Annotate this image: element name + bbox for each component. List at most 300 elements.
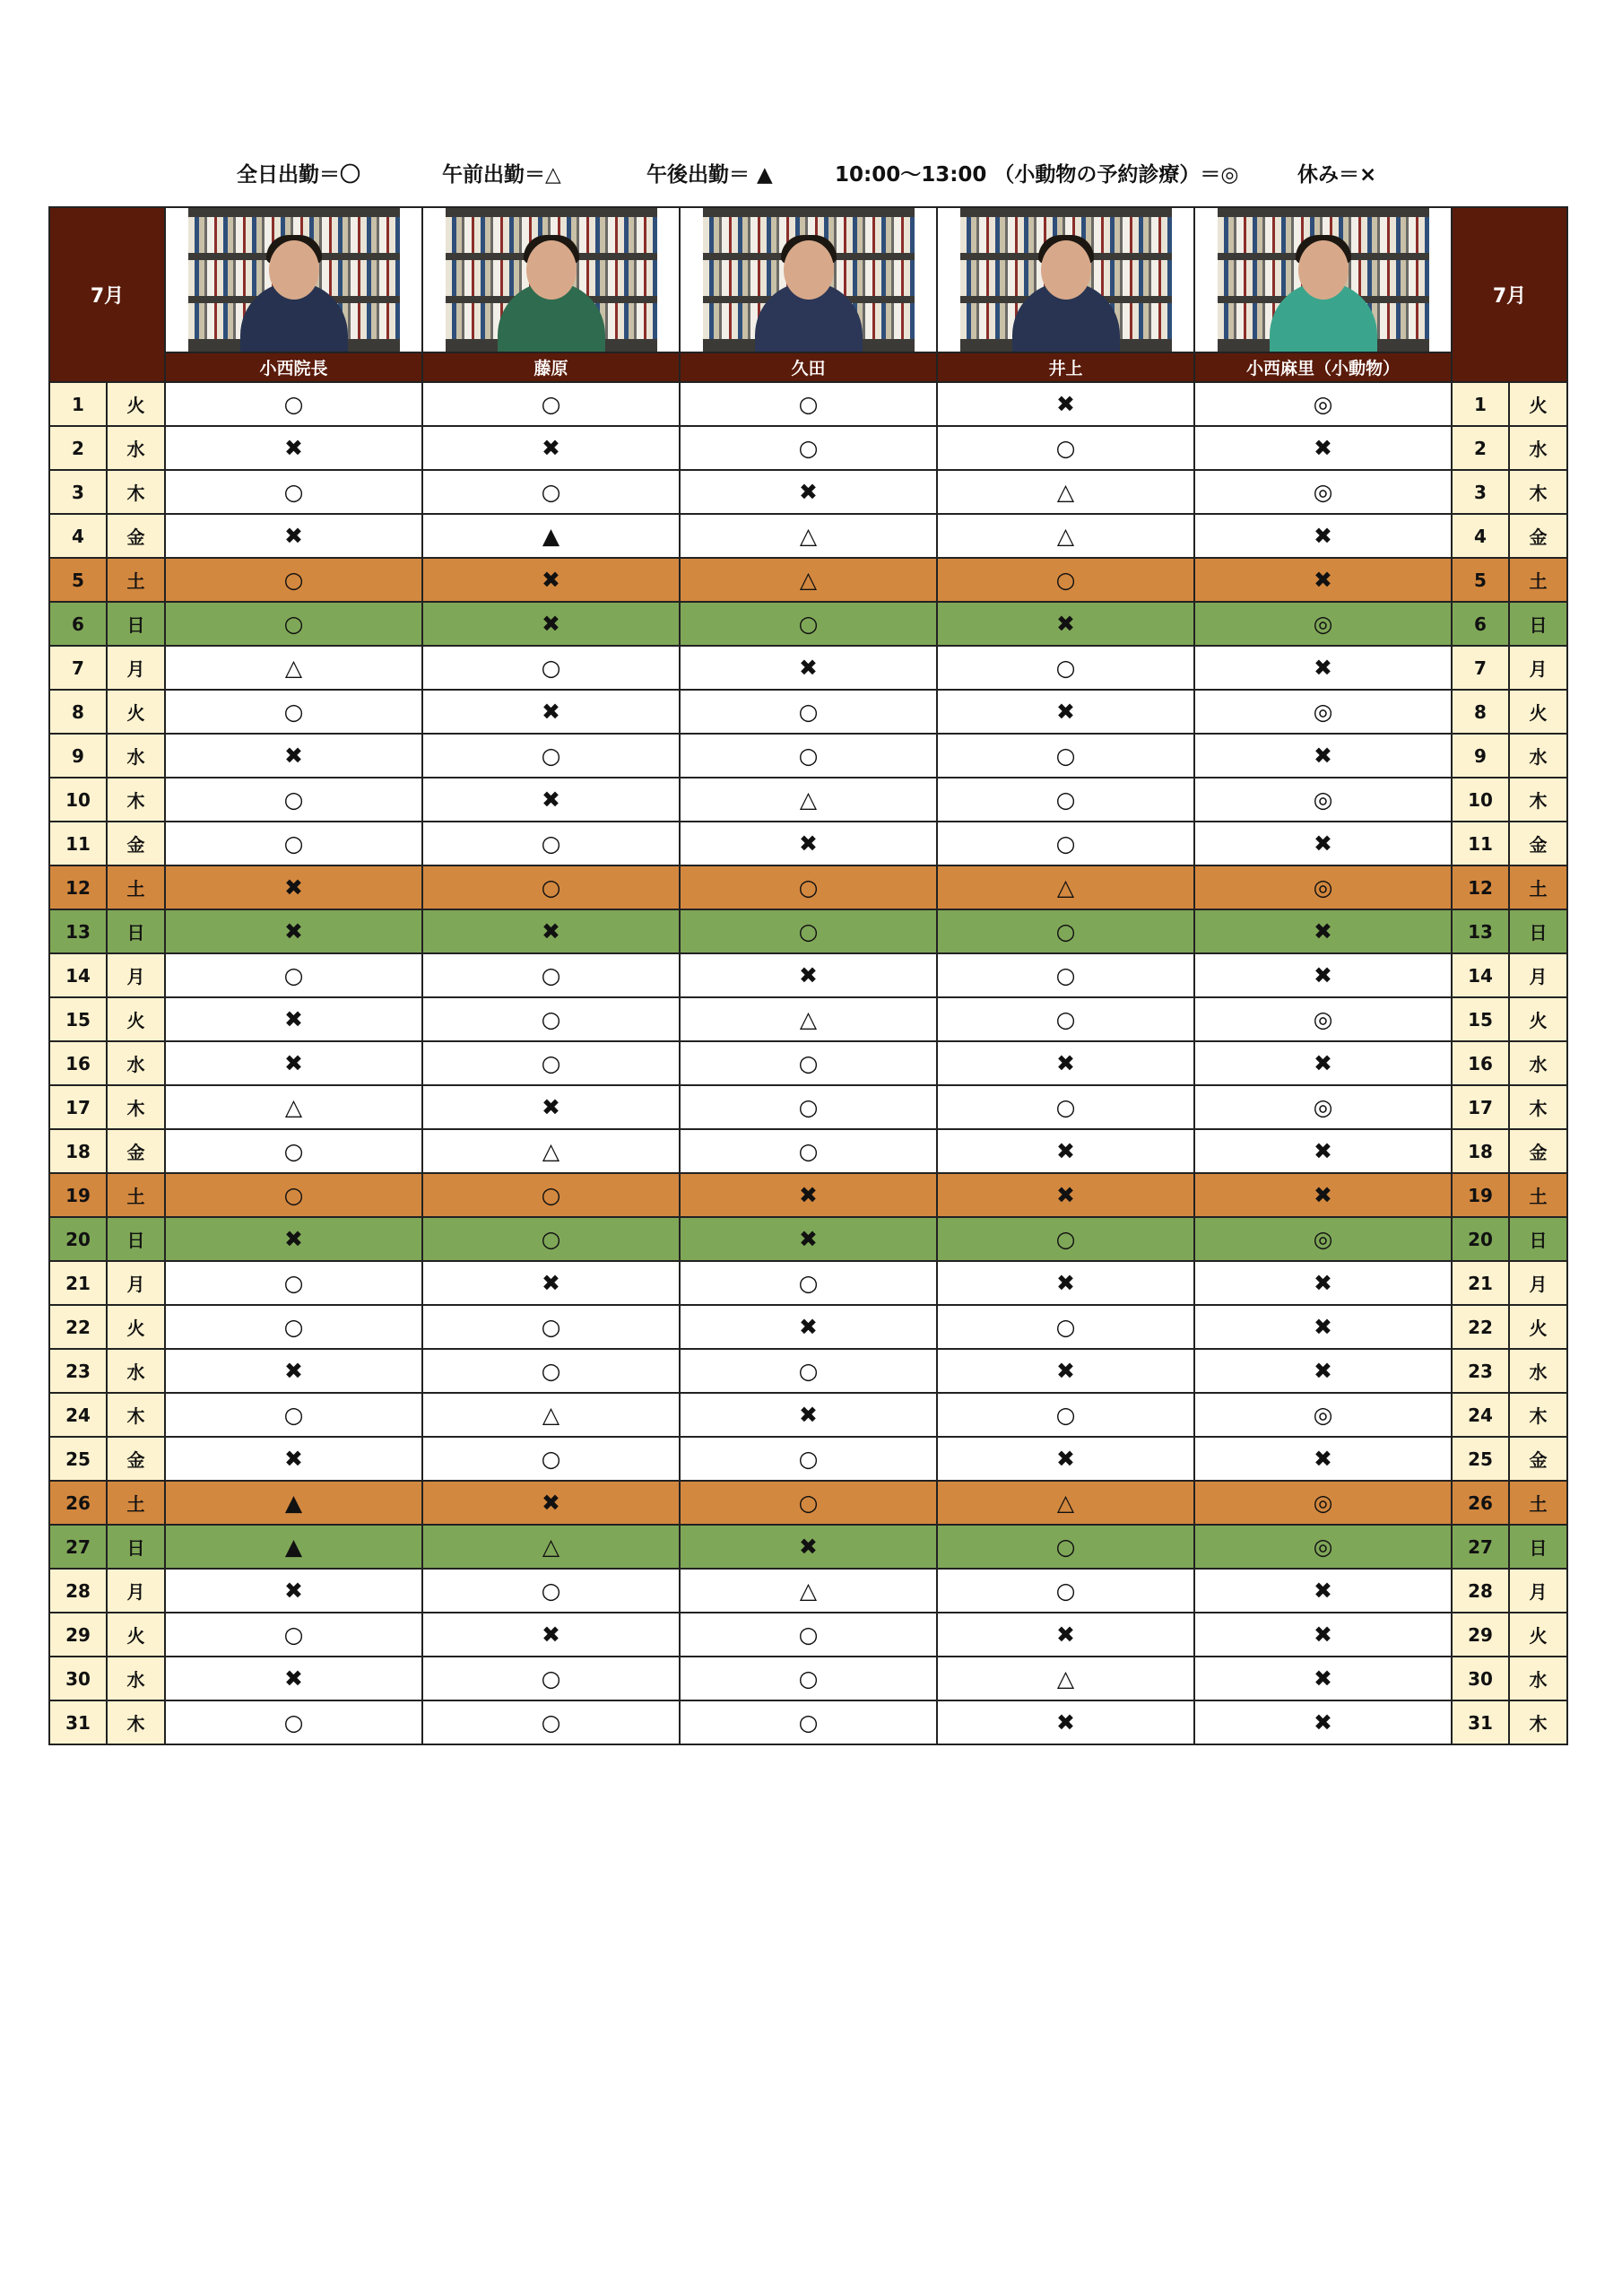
weekday-right: 木 xyxy=(1509,1393,1567,1437)
shift-symbol: ✖ xyxy=(542,786,560,813)
shift-cell xyxy=(422,1217,680,1261)
day-number-left: 18 xyxy=(49,1129,107,1173)
weekday-left: 水 xyxy=(107,426,165,470)
table-row xyxy=(49,1041,1567,1085)
shift-symbol: ✖ xyxy=(1056,1357,1075,1384)
shift-cell xyxy=(165,1481,422,1525)
shift-cell xyxy=(680,646,937,690)
shift-symbol: ✖ xyxy=(1056,1049,1075,1076)
table-row xyxy=(49,558,1567,602)
shift-cell xyxy=(937,1657,1194,1700)
shift-symbol: ○ xyxy=(283,1181,304,1208)
shift-cell xyxy=(937,470,1194,514)
weekday-right: 火 xyxy=(1509,1305,1567,1349)
shift-cell xyxy=(937,1393,1194,1437)
day-number-left: 14 xyxy=(49,953,107,997)
shift-cell xyxy=(1194,1657,1452,1700)
day-number-left: 15 xyxy=(49,997,107,1041)
day-number-right: 19 xyxy=(1452,1173,1509,1217)
weekday-right: 水 xyxy=(1509,734,1567,778)
day-number-left: 2 xyxy=(49,426,107,470)
shift-cell xyxy=(165,734,422,778)
shift-cell xyxy=(937,953,1194,997)
shift-cell xyxy=(937,1041,1194,1085)
weekday-left: 金 xyxy=(107,822,165,865)
shift-cell xyxy=(422,1173,680,1217)
shift-symbol: ○ xyxy=(541,830,561,857)
shift-cell xyxy=(165,690,422,734)
shift-cell xyxy=(680,1613,937,1657)
shift-cell xyxy=(680,1129,937,1173)
weekday-left: 木 xyxy=(107,778,165,822)
shift-cell xyxy=(1194,646,1452,690)
table-row xyxy=(49,865,1567,909)
shift-cell xyxy=(1194,690,1452,734)
shift-symbol: △ xyxy=(799,1577,818,1604)
day-number-right: 12 xyxy=(1452,865,1509,909)
shift-symbol: △ xyxy=(284,654,303,681)
shift-symbol: ○ xyxy=(798,698,819,725)
shift-cell xyxy=(680,778,937,822)
table-row xyxy=(49,1569,1567,1613)
table-row xyxy=(49,1700,1567,1744)
table-row xyxy=(49,1129,1567,1173)
shift-symbol: ○ xyxy=(798,1137,819,1164)
shift-symbol: ○ xyxy=(1055,1093,1076,1120)
weekday-right: 日 xyxy=(1509,1217,1567,1261)
shift-symbol: ✖ xyxy=(284,742,303,769)
shift-symbol: △ xyxy=(1056,478,1075,505)
shift-cell xyxy=(1194,778,1452,822)
day-number-left: 12 xyxy=(49,865,107,909)
shift-cell xyxy=(165,426,422,470)
shift-symbol: ◎ xyxy=(1313,786,1333,813)
shift-symbol: ✖ xyxy=(1314,1665,1332,1692)
shift-symbol: ○ xyxy=(541,1709,561,1735)
weekday-right: 月 xyxy=(1509,953,1567,997)
shift-cell xyxy=(937,382,1194,426)
table-row xyxy=(49,1437,1567,1481)
shift-cell xyxy=(680,1437,937,1481)
weekday-left: 水 xyxy=(107,1041,165,1085)
shift-symbol: ✖ xyxy=(1314,434,1332,461)
weekday-left: 火 xyxy=(107,382,165,426)
shift-cell xyxy=(937,514,1194,558)
shift-cell xyxy=(1194,1393,1452,1437)
staff-photo-1 xyxy=(446,208,657,352)
shift-symbol: ○ xyxy=(283,566,304,593)
shift-symbol: ✖ xyxy=(284,1445,303,1472)
shift-symbol: ◎ xyxy=(1313,1401,1333,1428)
weekday-left: 月 xyxy=(107,1261,165,1305)
shift-cell xyxy=(680,1481,937,1525)
shift-symbol: ○ xyxy=(541,1577,561,1604)
shift-symbol: ○ xyxy=(283,1313,304,1340)
shift-symbol: △ xyxy=(1056,874,1075,900)
shift-symbol: ○ xyxy=(798,1357,819,1384)
shift-cell xyxy=(422,1657,680,1700)
shift-cell xyxy=(680,1700,937,1744)
weekday-right: 月 xyxy=(1509,1261,1567,1305)
weekday-left: 金 xyxy=(107,1129,165,1173)
day-number-left: 24 xyxy=(49,1393,107,1437)
shift-cell xyxy=(1194,514,1452,558)
shift-symbol: ✖ xyxy=(1314,1621,1332,1648)
day-number-left: 5 xyxy=(49,558,107,602)
shift-cell xyxy=(680,690,937,734)
shift-cell xyxy=(165,822,422,865)
shift-symbol: ○ xyxy=(798,918,819,944)
shift-symbol: ✖ xyxy=(1056,610,1075,637)
shift-cell xyxy=(422,822,680,865)
shift-cell xyxy=(165,1657,422,1700)
table-row xyxy=(49,953,1567,997)
shift-symbol: △ xyxy=(1056,1489,1075,1516)
shift-symbol: ✖ xyxy=(1056,1445,1075,1472)
shift-cell xyxy=(165,558,422,602)
weekday-right: 水 xyxy=(1509,1041,1567,1085)
shift-cell xyxy=(1194,426,1452,470)
weekday-left: 火 xyxy=(107,997,165,1041)
shift-symbol: ✖ xyxy=(284,1357,303,1384)
weekday-left: 火 xyxy=(107,1305,165,1349)
day-number-right: 30 xyxy=(1452,1657,1509,1700)
shift-cell xyxy=(1194,734,1452,778)
shift-cell xyxy=(165,1613,422,1657)
weekday-right: 木 xyxy=(1509,778,1567,822)
shift-symbol: ◎ xyxy=(1313,698,1333,725)
shift-cell xyxy=(1194,1437,1452,1481)
shift-cell xyxy=(422,865,680,909)
weekday-right: 火 xyxy=(1509,382,1567,426)
table-row xyxy=(49,778,1567,822)
shift-cell xyxy=(680,997,937,1041)
staff-photo xyxy=(937,207,1194,352)
shift-cell xyxy=(165,602,422,646)
shift-cell xyxy=(680,514,937,558)
day-number-left: 30 xyxy=(49,1657,107,1700)
shift-symbol: ◎ xyxy=(1313,478,1333,505)
shift-symbol: ○ xyxy=(798,610,819,637)
shift-cell xyxy=(422,1349,680,1393)
shift-symbol: ✖ xyxy=(799,1533,818,1560)
shift-symbol: ✖ xyxy=(1056,390,1075,417)
shift-symbol: △ xyxy=(799,522,818,549)
weekday-left: 木 xyxy=(107,1393,165,1437)
shift-symbol: ✖ xyxy=(284,1225,303,1252)
shift-cell xyxy=(422,1261,680,1305)
weekday-right: 月 xyxy=(1509,646,1567,690)
shift-symbol: ✖ xyxy=(284,1665,303,1692)
shift-cell xyxy=(937,426,1194,470)
day-number-left: 29 xyxy=(49,1613,107,1657)
table-row xyxy=(49,1613,1567,1657)
weekday-right: 土 xyxy=(1509,558,1567,602)
shift-symbol: ○ xyxy=(1055,786,1076,813)
shift-cell xyxy=(422,953,680,997)
shift-symbol: ○ xyxy=(283,698,304,725)
shift-symbol: ○ xyxy=(1055,1577,1076,1604)
shift-symbol: ✖ xyxy=(1314,742,1332,769)
staff-photo-0 xyxy=(188,208,400,352)
shift-symbol: ○ xyxy=(798,1093,819,1120)
weekday-right: 水 xyxy=(1509,426,1567,470)
shift-symbol: ○ xyxy=(283,390,304,417)
day-number-left: 11 xyxy=(49,822,107,865)
weekday-right: 水 xyxy=(1509,1349,1567,1393)
shift-symbol: ○ xyxy=(1055,830,1076,857)
shift-symbol: ○ xyxy=(798,1269,819,1296)
shift-symbol: ✖ xyxy=(1056,1709,1075,1735)
shift-symbol: ✖ xyxy=(799,1225,818,1252)
day-number-left: 8 xyxy=(49,690,107,734)
weekday-right: 木 xyxy=(1509,470,1567,514)
day-number-left: 22 xyxy=(49,1305,107,1349)
table-row xyxy=(49,1305,1567,1349)
shift-cell xyxy=(422,1613,680,1657)
shift-symbol: ✖ xyxy=(799,1401,818,1428)
table-row xyxy=(49,514,1567,558)
shift-cell xyxy=(165,1525,422,1569)
legend-afternoon: 午後出勤＝ ▲ xyxy=(646,163,773,187)
shift-cell xyxy=(1194,1217,1452,1261)
shift-symbol: ✖ xyxy=(284,1577,303,1604)
shift-symbol: ◎ xyxy=(1313,874,1333,900)
shift-symbol: ○ xyxy=(798,434,819,461)
weekday-left: 火 xyxy=(107,690,165,734)
shift-symbol: △ xyxy=(1056,522,1075,549)
table-row xyxy=(49,822,1567,865)
day-number-right: 13 xyxy=(1452,909,1509,953)
shift-cell xyxy=(680,1217,937,1261)
shift-symbol: ○ xyxy=(541,1005,561,1032)
shift-cell xyxy=(937,865,1194,909)
shift-symbol: ✖ xyxy=(542,918,560,944)
weekday-right: 月 xyxy=(1509,1569,1567,1613)
shift-cell xyxy=(937,1129,1194,1173)
shift-symbol: ○ xyxy=(541,1225,561,1252)
shift-symbol: ✖ xyxy=(542,698,560,725)
shift-symbol: ✖ xyxy=(799,961,818,988)
shift-cell xyxy=(1194,1305,1452,1349)
day-number-right: 2 xyxy=(1452,426,1509,470)
shift-symbol: ✖ xyxy=(1314,1313,1332,1340)
day-number-left: 3 xyxy=(49,470,107,514)
shift-symbol: ○ xyxy=(1055,1005,1076,1032)
day-number-right: 5 xyxy=(1452,558,1509,602)
shift-cell xyxy=(1194,1349,1452,1393)
day-number-left: 19 xyxy=(49,1173,107,1217)
shift-cell xyxy=(165,1700,422,1744)
shift-symbol: ◎ xyxy=(1313,1005,1333,1032)
staff-photo xyxy=(680,207,937,352)
shift-cell xyxy=(422,646,680,690)
shift-symbol: ○ xyxy=(1055,961,1076,988)
shift-cell xyxy=(937,1085,1194,1129)
day-number-left: 6 xyxy=(49,602,107,646)
shift-symbol: ✖ xyxy=(1056,1137,1075,1164)
shift-symbol: ✖ xyxy=(799,478,818,505)
day-number-right: 28 xyxy=(1452,1569,1509,1613)
shift-symbol: ✖ xyxy=(1314,1445,1332,1472)
shift-symbol: ✖ xyxy=(1056,1621,1075,1648)
weekday-right: 火 xyxy=(1509,997,1567,1041)
shift-cell xyxy=(165,1129,422,1173)
shift-symbol: ✖ xyxy=(1314,1137,1332,1164)
shift-symbol: ○ xyxy=(541,1049,561,1076)
shift-cell xyxy=(1194,822,1452,865)
day-number-right: 24 xyxy=(1452,1393,1509,1437)
shift-symbol: △ xyxy=(542,1137,560,1164)
shift-cell xyxy=(165,1437,422,1481)
shift-cell xyxy=(422,514,680,558)
shift-cell xyxy=(422,1481,680,1525)
shift-cell xyxy=(937,1217,1194,1261)
staff-photo xyxy=(422,207,680,352)
schedule-table xyxy=(48,206,1568,1745)
day-number-right: 11 xyxy=(1452,822,1509,865)
table-row xyxy=(49,1261,1567,1305)
staff-name: 久田 xyxy=(680,352,937,382)
shift-cell xyxy=(680,1085,937,1129)
weekday-left: 水 xyxy=(107,1349,165,1393)
day-number-left: 17 xyxy=(49,1085,107,1129)
legend-morning: 午前出勤＝△ xyxy=(442,163,561,187)
weekday-left: 土 xyxy=(107,558,165,602)
shift-cell xyxy=(165,1173,422,1217)
weekday-left: 月 xyxy=(107,953,165,997)
table-row xyxy=(49,1173,1567,1217)
shift-cell xyxy=(680,1393,937,1437)
shift-symbol: ✖ xyxy=(1314,1357,1332,1384)
weekday-right: 火 xyxy=(1509,690,1567,734)
shift-symbol: ✖ xyxy=(1314,918,1332,944)
shift-symbol: ○ xyxy=(541,1357,561,1384)
shift-cell xyxy=(680,1261,937,1305)
weekday-right: 水 xyxy=(1509,1657,1567,1700)
shift-symbol: ✖ xyxy=(1314,1181,1332,1208)
shift-symbol: ✖ xyxy=(799,830,818,857)
shift-symbol: △ xyxy=(799,786,818,813)
shift-symbol: ○ xyxy=(283,1401,304,1428)
shift-symbol: ✖ xyxy=(284,522,303,549)
shift-cell xyxy=(165,778,422,822)
shift-symbol: △ xyxy=(542,1401,560,1428)
day-number-right: 15 xyxy=(1452,997,1509,1041)
weekday-left: 土 xyxy=(107,1481,165,1525)
shift-symbol: ○ xyxy=(1055,434,1076,461)
shift-symbol: ○ xyxy=(283,961,304,988)
shift-cell xyxy=(937,1261,1194,1305)
shift-cell xyxy=(937,690,1194,734)
shift-cell xyxy=(422,426,680,470)
shift-cell xyxy=(1194,1613,1452,1657)
shift-symbol: ✖ xyxy=(284,874,303,900)
weekday-left: 木 xyxy=(107,1700,165,1744)
weekday-left: 月 xyxy=(107,1569,165,1613)
day-number-left: 28 xyxy=(49,1569,107,1613)
shift-symbol: ○ xyxy=(283,1137,304,1164)
shift-cell xyxy=(937,1481,1194,1525)
shift-symbol: ○ xyxy=(1055,1401,1076,1428)
shift-symbol: ✖ xyxy=(1314,1577,1332,1604)
shift-cell xyxy=(165,1261,422,1305)
day-number-right: 29 xyxy=(1452,1613,1509,1657)
weekday-left: 日 xyxy=(107,602,165,646)
shift-symbol: ✖ xyxy=(542,1269,560,1296)
shift-symbol: ○ xyxy=(283,1621,304,1648)
day-number-right: 8 xyxy=(1452,690,1509,734)
shift-cell xyxy=(165,1217,422,1261)
table-row xyxy=(49,1525,1567,1569)
day-number-right: 4 xyxy=(1452,514,1509,558)
shift-cell xyxy=(1194,1041,1452,1085)
table-row xyxy=(49,1657,1567,1700)
day-number-left: 1 xyxy=(49,382,107,426)
shift-symbol: △ xyxy=(799,566,818,593)
shift-cell xyxy=(422,734,680,778)
staff-photo xyxy=(165,207,422,352)
day-number-right: 17 xyxy=(1452,1085,1509,1129)
shift-symbol: ✖ xyxy=(542,610,560,637)
weekday-right: 日 xyxy=(1509,909,1567,953)
shift-symbol: ○ xyxy=(541,1181,561,1208)
shift-cell xyxy=(937,1349,1194,1393)
shift-cell xyxy=(937,1437,1194,1481)
shift-cell xyxy=(937,1613,1194,1657)
shift-symbol: ✖ xyxy=(1056,1269,1075,1296)
name-row xyxy=(49,352,1567,382)
day-number-right: 10 xyxy=(1452,778,1509,822)
shift-cell xyxy=(680,1041,937,1085)
shift-symbol: ○ xyxy=(283,610,304,637)
day-number-left: 23 xyxy=(49,1349,107,1393)
shift-cell xyxy=(165,382,422,426)
staff-photo-4 xyxy=(1218,208,1429,352)
month-label-right: 7月 xyxy=(1452,207,1567,382)
legend-full-day: 全日出勤＝〇 xyxy=(237,163,360,187)
shift-cell xyxy=(422,602,680,646)
shift-cell xyxy=(165,1393,422,1437)
shift-cell xyxy=(680,1349,937,1393)
day-number-left: 26 xyxy=(49,1481,107,1525)
shift-cell xyxy=(1194,602,1452,646)
shift-cell xyxy=(1194,1700,1452,1744)
shift-cell xyxy=(422,1700,680,1744)
shift-cell xyxy=(422,1393,680,1437)
weekday-left: 水 xyxy=(107,734,165,778)
staff-name: 小西院長 xyxy=(165,352,422,382)
weekday-left: 土 xyxy=(107,865,165,909)
shift-cell xyxy=(937,1305,1194,1349)
day-number-left: 4 xyxy=(49,514,107,558)
shift-symbol: ○ xyxy=(541,1445,561,1472)
shift-cell xyxy=(1194,909,1452,953)
shift-cell xyxy=(1194,1261,1452,1305)
shift-symbol: △ xyxy=(1056,1665,1075,1692)
shift-symbol: ◎ xyxy=(1313,1489,1333,1516)
day-number-right: 25 xyxy=(1452,1437,1509,1481)
shift-cell xyxy=(422,1437,680,1481)
shift-symbol: ○ xyxy=(1055,918,1076,944)
table-row xyxy=(49,734,1567,778)
shift-symbol: ○ xyxy=(798,390,819,417)
shift-cell xyxy=(1194,558,1452,602)
shift-cell xyxy=(165,865,422,909)
shift-symbol: ○ xyxy=(798,742,819,769)
shift-symbol: ○ xyxy=(541,742,561,769)
shift-symbol: ◎ xyxy=(1313,390,1333,417)
